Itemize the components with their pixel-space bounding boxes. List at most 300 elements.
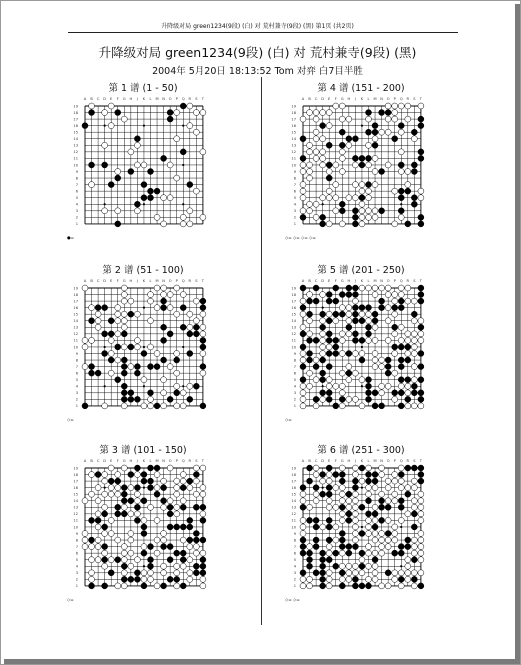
white-stone — [300, 517, 306, 523]
white-stone — [326, 583, 332, 589]
row-label: 11 — [291, 338, 296, 343]
black-stone — [108, 318, 114, 324]
white-stone — [411, 344, 417, 350]
white-stone — [405, 576, 411, 582]
white-stone — [339, 305, 345, 311]
star-point — [322, 307, 324, 309]
white-stone — [366, 465, 372, 471]
black-stone — [366, 331, 372, 337]
black-stone — [398, 390, 404, 396]
white-stone — [411, 498, 417, 504]
white-stone — [89, 576, 95, 582]
black-stone — [320, 221, 326, 227]
black-stone — [154, 364, 160, 370]
black-stone — [352, 305, 358, 311]
black-stone — [108, 357, 114, 363]
black-stone — [418, 390, 424, 396]
white-stone — [418, 331, 424, 337]
white-stone — [300, 351, 306, 357]
black-stone — [405, 357, 411, 363]
column-label: M — [373, 97, 377, 101]
column-label: T — [419, 279, 423, 283]
black-stone — [161, 485, 167, 491]
white-stone — [379, 357, 385, 363]
black-stone — [161, 498, 167, 504]
black-stone — [115, 504, 121, 510]
white-stone — [372, 563, 378, 569]
star-point — [361, 526, 363, 528]
white-stone — [418, 403, 424, 409]
white-stone — [307, 544, 313, 550]
white-stone — [405, 563, 411, 569]
black-stone — [313, 537, 319, 543]
row-label: 18 — [291, 110, 296, 115]
white-stone — [313, 214, 319, 220]
black-stone — [89, 110, 95, 116]
column-label: S — [195, 279, 198, 283]
white-stone — [405, 511, 411, 517]
black-stone — [180, 103, 186, 109]
white-stone — [108, 557, 114, 563]
black-stone — [326, 318, 332, 324]
black-stone — [154, 491, 160, 497]
black-stone — [174, 576, 180, 582]
black-stone — [326, 292, 332, 298]
row-label: 12 — [73, 150, 78, 155]
white-stone — [418, 504, 424, 510]
black-stone — [102, 524, 108, 530]
black-stone — [300, 305, 306, 311]
black-stone — [313, 285, 319, 291]
black-stone — [398, 305, 404, 311]
white-stone — [372, 208, 378, 214]
white-stone — [108, 103, 114, 109]
black-stone — [333, 311, 339, 317]
black-stone — [405, 344, 411, 350]
white-stone — [128, 149, 134, 155]
white-stone — [392, 524, 398, 530]
white-stone — [366, 517, 372, 523]
white-stone — [174, 370, 180, 376]
column-label: K — [360, 97, 364, 101]
black-stone — [359, 504, 365, 510]
white-stone — [313, 136, 319, 142]
black-stone — [89, 318, 95, 324]
black-stone — [418, 351, 424, 357]
black-stone — [193, 537, 199, 543]
black-stone — [379, 110, 385, 116]
black-stone — [161, 357, 167, 363]
black-stone — [366, 377, 372, 383]
white-stone — [82, 531, 88, 537]
black-stone — [346, 544, 352, 550]
white-stone — [392, 331, 398, 337]
black-stone — [411, 465, 417, 471]
black-stone — [102, 557, 108, 563]
white-stone — [115, 305, 121, 311]
black-stone — [359, 357, 365, 363]
black-stone — [333, 344, 339, 350]
white-stone — [326, 110, 332, 116]
row-label: 10 — [291, 345, 296, 350]
white-stone — [134, 511, 140, 517]
row-label: 5 — [75, 378, 78, 382]
white-stone — [418, 318, 424, 324]
column-label: R — [188, 279, 192, 283]
row-label: 13 — [73, 325, 78, 330]
black-stone — [320, 324, 326, 330]
white-stone — [313, 201, 319, 207]
black-stone — [300, 504, 306, 510]
black-stone — [366, 583, 372, 589]
black-stone — [102, 351, 108, 357]
white-stone — [89, 544, 95, 550]
black-stone — [366, 383, 372, 389]
black-stone — [141, 351, 147, 357]
black-stone — [187, 478, 193, 484]
black-stone — [418, 155, 424, 161]
black-stone — [174, 357, 180, 363]
diagram-panel-6 — [281, 442, 441, 612]
column-label: S — [413, 279, 416, 283]
white-stone — [121, 544, 127, 550]
black-stone — [200, 504, 206, 510]
white-stone — [385, 583, 391, 589]
white-stone — [392, 472, 398, 478]
white-stone — [339, 149, 345, 155]
column-label: M — [155, 279, 159, 283]
white-stone — [326, 123, 332, 129]
black-stone — [95, 472, 101, 478]
white-stone — [392, 103, 398, 109]
black-stone — [174, 550, 180, 556]
white-stone — [313, 110, 319, 116]
white-stone — [200, 311, 206, 317]
white-stone — [102, 531, 108, 537]
white-stone — [95, 557, 101, 563]
black-stone — [411, 162, 417, 168]
white-stone — [121, 298, 127, 304]
white-stone — [102, 403, 108, 409]
white-stone — [161, 478, 167, 484]
black-stone — [134, 364, 140, 370]
white-stone — [392, 498, 398, 504]
white-stone — [134, 142, 140, 148]
white-stone — [95, 498, 101, 504]
black-stone — [115, 221, 121, 227]
row-label: 13 — [291, 505, 296, 510]
column-label: C — [96, 459, 100, 463]
white-stone — [339, 116, 345, 122]
row-label: 14 — [291, 137, 296, 142]
black-stone — [346, 285, 352, 291]
white-stone — [339, 485, 345, 491]
white-stone — [339, 337, 345, 343]
black-stone — [339, 544, 345, 550]
black-stone — [307, 311, 313, 317]
white-stone — [398, 324, 404, 330]
row-label: 13 — [73, 143, 78, 148]
white-stone — [300, 583, 306, 589]
white-stone — [405, 182, 411, 188]
white-stone — [161, 292, 167, 298]
white-stone — [161, 221, 167, 227]
white-stone — [102, 208, 108, 214]
black-stone — [89, 364, 95, 370]
black-stone — [339, 583, 345, 589]
white-stone — [167, 364, 173, 370]
black-stone — [405, 221, 411, 227]
black-stone — [313, 570, 319, 576]
black-stone — [95, 305, 101, 311]
row-label: 9 — [293, 351, 296, 356]
black-stone — [167, 331, 173, 337]
white-stone — [300, 188, 306, 194]
star-point — [143, 385, 145, 387]
black-stone — [326, 557, 332, 563]
black-stone — [339, 531, 345, 537]
star-point — [400, 526, 402, 528]
column-label: R — [406, 279, 410, 283]
white-stone — [148, 292, 154, 298]
row-label: 4 — [75, 384, 78, 389]
black-stone — [148, 563, 154, 569]
black-stone — [411, 383, 417, 389]
column-label: P — [393, 97, 396, 101]
white-stone — [359, 403, 365, 409]
white-stone — [418, 195, 424, 201]
black-stone — [326, 491, 332, 497]
black-stone — [352, 576, 358, 582]
white-stone — [320, 524, 326, 530]
white-stone — [115, 311, 121, 317]
go-board-diagram — [63, 94, 223, 254]
column-label: A — [83, 97, 87, 101]
black-stone — [411, 524, 417, 530]
white-stone — [326, 544, 332, 550]
black-stone — [313, 517, 319, 523]
black-stone — [121, 576, 127, 582]
white-stone — [193, 491, 199, 497]
white-stone — [313, 129, 319, 135]
black-stone — [359, 318, 365, 324]
white-stone — [411, 478, 417, 484]
column-label: H — [347, 459, 351, 463]
white-stone — [174, 383, 180, 389]
black-stone — [174, 524, 180, 530]
black-stone — [320, 123, 326, 129]
white-stone — [148, 403, 154, 409]
row-label: 18 — [73, 472, 78, 477]
white-stone — [313, 472, 319, 478]
diagram-title: 第 3 谱 (101 - 150) — [99, 445, 187, 456]
running-header: 升降级对局 green1234(9段) (白) 对 荒村兼寺(9段) (黑) 第1页 (共2页) — [161, 23, 354, 30]
row-label: 14 — [291, 499, 296, 504]
white-stone — [366, 142, 372, 148]
white-stone — [154, 485, 160, 491]
white-stone — [359, 570, 365, 576]
white-stone — [115, 537, 121, 543]
black-stone — [372, 123, 378, 129]
white-stone — [405, 570, 411, 576]
white-stone — [167, 305, 173, 311]
white-stone — [346, 377, 352, 383]
black-stone — [121, 364, 127, 370]
black-stone — [352, 311, 358, 317]
white-stone — [411, 550, 417, 556]
row-label: 9 — [293, 531, 296, 536]
white-stone — [115, 169, 121, 175]
white-stone — [411, 403, 417, 409]
white-stone — [385, 544, 391, 550]
white-stone — [89, 491, 95, 497]
black-stone — [161, 544, 167, 550]
white-stone — [108, 491, 114, 497]
black-stone — [366, 511, 372, 517]
white-stone — [392, 188, 398, 194]
white-stone — [392, 537, 398, 543]
column-label: Q — [181, 459, 185, 463]
white-stone — [366, 188, 372, 194]
row-label: 17 — [291, 479, 296, 484]
white-stone — [95, 318, 101, 324]
black-stone — [379, 403, 385, 409]
black-stone — [134, 396, 140, 402]
black-stone — [333, 472, 339, 478]
white-stone — [352, 498, 358, 504]
white-stone — [161, 377, 167, 383]
white-stone — [300, 195, 306, 201]
black-stone — [339, 142, 345, 148]
black-stone — [333, 337, 339, 343]
black-stone — [418, 478, 424, 484]
black-stone — [134, 201, 140, 207]
black-stone — [193, 570, 199, 576]
column-label: C — [96, 97, 100, 101]
black-stone — [366, 478, 372, 484]
white-stone — [359, 208, 365, 214]
diagram-note: ◇= — [67, 416, 74, 422]
white-stone — [320, 136, 326, 142]
black-stone — [405, 537, 411, 543]
white-stone — [346, 116, 352, 122]
row-label: 4 — [293, 384, 296, 389]
column-divider — [261, 77, 262, 625]
black-stone — [352, 478, 358, 484]
white-stone — [128, 298, 134, 304]
white-stone — [411, 544, 417, 550]
column-label: K — [360, 459, 364, 463]
white-stone — [200, 324, 206, 330]
black-stone — [187, 524, 193, 530]
white-stone — [161, 570, 167, 576]
column-label: D — [321, 279, 325, 283]
black-stone — [200, 298, 206, 304]
row-label: 2 — [293, 577, 296, 582]
black-stone — [352, 544, 358, 550]
white-stone — [102, 504, 108, 510]
column-label: Q — [399, 97, 403, 101]
black-stone — [128, 169, 134, 175]
black-stone — [108, 570, 114, 576]
star-point — [400, 565, 402, 567]
white-stone — [307, 142, 313, 148]
white-stone — [339, 351, 345, 357]
white-stone — [134, 337, 140, 343]
black-stone — [313, 298, 319, 304]
black-stone — [339, 292, 345, 298]
white-stone — [372, 169, 378, 175]
white-stone — [128, 537, 134, 543]
row-label: 7 — [75, 544, 78, 549]
star-point — [104, 125, 106, 127]
row-label: 1 — [75, 404, 78, 409]
black-stone — [128, 576, 134, 582]
white-stone — [128, 563, 134, 569]
white-stone — [398, 478, 404, 484]
white-stone — [392, 370, 398, 376]
row-label: 9 — [75, 351, 78, 356]
black-stone — [89, 162, 95, 168]
white-stone — [300, 357, 306, 363]
black-stone — [167, 557, 173, 563]
white-stone — [333, 318, 339, 324]
column-label: B — [308, 279, 311, 283]
black-stone — [200, 557, 206, 563]
white-stone — [167, 498, 173, 504]
black-stone — [307, 351, 313, 357]
row-label: 14 — [73, 499, 78, 504]
black-stone — [405, 491, 411, 497]
black-stone — [128, 390, 134, 396]
white-stone — [339, 576, 345, 582]
column-label: L — [149, 97, 152, 101]
diagram-title: 第 2 谱 (51 - 100) — [102, 265, 184, 276]
column-label: J — [136, 459, 138, 463]
column-label: P — [393, 279, 396, 283]
row-label: 9 — [75, 531, 78, 536]
diagram-title: 第 4 谱 (151 - 200) — [317, 83, 405, 94]
black-stone — [320, 563, 326, 569]
column-label: N — [380, 97, 383, 101]
row-label: 15 — [291, 130, 296, 135]
white-stone — [300, 576, 306, 582]
black-stone — [95, 370, 101, 376]
column-label: G — [340, 97, 344, 101]
black-stone — [300, 570, 306, 576]
white-stone — [418, 498, 424, 504]
white-stone — [352, 396, 358, 402]
row-label: 15 — [291, 492, 296, 497]
row-label: 15 — [291, 312, 296, 317]
black-stone — [89, 370, 95, 376]
black-stone — [300, 485, 306, 491]
white-stone — [418, 511, 424, 517]
white-stone — [346, 364, 352, 370]
black-stone — [398, 188, 404, 194]
white-stone — [148, 318, 154, 324]
black-stone — [307, 550, 313, 556]
black-stone — [128, 344, 134, 350]
white-stone — [405, 403, 411, 409]
white-stone — [300, 298, 306, 304]
black-stone — [398, 162, 404, 168]
white-stone — [346, 563, 352, 569]
white-stone — [134, 344, 140, 350]
white-stone — [200, 370, 206, 376]
black-stone — [320, 370, 326, 376]
white-stone — [193, 110, 199, 116]
